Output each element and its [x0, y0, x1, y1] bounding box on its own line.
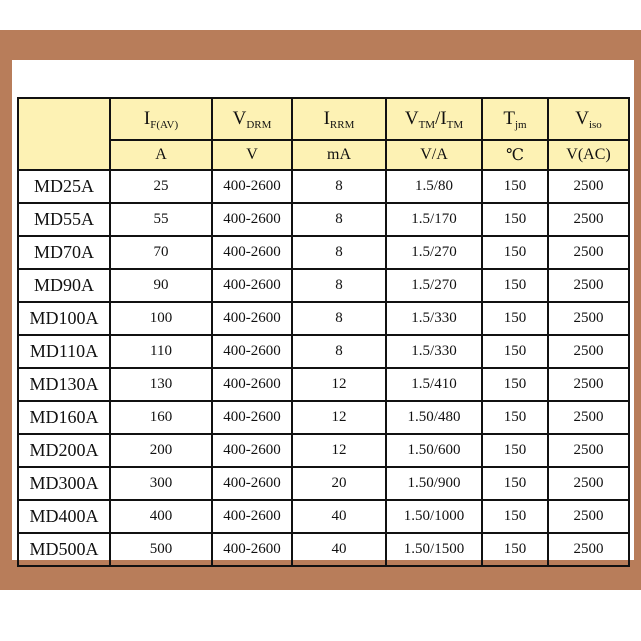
value-cell: 2500 [548, 500, 629, 533]
header-corner-cell [18, 98, 110, 170]
value-cell: 150 [482, 302, 548, 335]
table-row [18, 335, 629, 368]
value-cell: 2500 [548, 401, 629, 434]
value-cell: 400-2600 [212, 269, 292, 302]
value-cell: 1.50/480 [386, 401, 482, 434]
value-cell: 150 [482, 533, 548, 566]
value-cell: 1.5/270 [386, 236, 482, 269]
header-unit-row [18, 140, 629, 170]
header-param-viso: $V_{iso}$ [548, 98, 629, 140]
header-param-vtm-itm: $V_{TM}/I_{TM}$ [386, 98, 482, 140]
model-cell: MD300A [18, 467, 110, 500]
table-row [18, 236, 629, 269]
value-cell: 400-2600 [212, 170, 292, 203]
table-row [18, 401, 629, 434]
model-cell: MD55A [18, 203, 110, 236]
value-cell: 40 [292, 500, 386, 533]
value-cell: 90 [110, 269, 212, 302]
value-cell: 400-2600 [212, 500, 292, 533]
header-unit: A [110, 140, 212, 170]
model-cell: MD90A [18, 269, 110, 302]
value-cell: 1.50/900 [386, 467, 482, 500]
table-row [18, 269, 629, 302]
value-cell: 1.5/330 [386, 335, 482, 368]
value-cell: 300 [110, 467, 212, 500]
value-cell: 400-2600 [212, 302, 292, 335]
model-cell: MD130A [18, 368, 110, 401]
value-cell: 2500 [548, 302, 629, 335]
value-cell: 400-2600 [212, 467, 292, 500]
value-cell: 20 [292, 467, 386, 500]
value-cell: 1.5/170 [386, 203, 482, 236]
header-param-tjm: $T_{jm}$ [482, 98, 548, 140]
value-cell: 1.5/330 [386, 302, 482, 335]
model-cell: MD500A [18, 533, 110, 566]
value-cell: 2500 [548, 269, 629, 302]
value-cell: 25 [110, 170, 212, 203]
table-row [18, 203, 629, 236]
value-cell: 400-2600 [212, 434, 292, 467]
table-row [18, 170, 629, 203]
value-cell: 150 [482, 434, 548, 467]
model-cell: MD70A [18, 236, 110, 269]
table-row [18, 467, 629, 500]
model-cell: MD110A [18, 335, 110, 368]
value-cell: 8 [292, 335, 386, 368]
header-unit: V [212, 140, 292, 170]
value-cell: 150 [482, 335, 548, 368]
header-param-row [18, 98, 629, 140]
header-unit: ℃ [482, 140, 548, 170]
value-cell: 2500 [548, 434, 629, 467]
value-cell: 8 [292, 203, 386, 236]
value-cell: 150 [482, 500, 548, 533]
value-cell: 1.50/1000 [386, 500, 482, 533]
table-row [18, 368, 629, 401]
value-cell: 70 [110, 236, 212, 269]
table-row [18, 533, 629, 566]
value-cell: 200 [110, 434, 212, 467]
value-cell: 2500 [548, 170, 629, 203]
value-cell: 150 [482, 467, 548, 500]
model-cell: MD400A [18, 500, 110, 533]
value-cell: 2500 [548, 467, 629, 500]
value-cell: 400-2600 [212, 368, 292, 401]
model-cell: MD25A [18, 170, 110, 203]
header-unit: mA [292, 140, 386, 170]
value-cell: 400-2600 [212, 203, 292, 236]
value-cell: 150 [482, 401, 548, 434]
value-cell: 8 [292, 302, 386, 335]
value-cell: 8 [292, 236, 386, 269]
value-cell: 12 [292, 434, 386, 467]
value-cell: 150 [482, 170, 548, 203]
header-param-if: $I_{F(AV)}$ [110, 98, 212, 140]
value-cell: 8 [292, 170, 386, 203]
value-cell: 400 [110, 500, 212, 533]
header-param-irrm: $I_{RRM}$ [292, 98, 386, 140]
value-cell: 55 [110, 203, 212, 236]
value-cell: 2500 [548, 533, 629, 566]
value-cell: 150 [482, 236, 548, 269]
value-cell: 500 [110, 533, 212, 566]
value-cell: 1.5/270 [386, 269, 482, 302]
value-cell: 400-2600 [212, 335, 292, 368]
spec-table [17, 97, 630, 567]
value-cell: 1.5/410 [386, 368, 482, 401]
value-cell: 400-2600 [212, 533, 292, 566]
header-param-vdrm: $V_{DRM}$ [212, 98, 292, 140]
model-cell: MD100A [18, 302, 110, 335]
header-unit: V/A [386, 140, 482, 170]
value-cell: 150 [482, 368, 548, 401]
value-cell: 150 [482, 203, 548, 236]
value-cell: 2500 [548, 203, 629, 236]
value-cell: 1.5/80 [386, 170, 482, 203]
model-cell: MD160A [18, 401, 110, 434]
table-row [18, 500, 629, 533]
value-cell: 12 [292, 368, 386, 401]
value-cell: 150 [482, 269, 548, 302]
value-cell: 130 [110, 368, 212, 401]
value-cell: 1.50/1500 [386, 533, 482, 566]
value-cell: 100 [110, 302, 212, 335]
value-cell: 2500 [548, 335, 629, 368]
value-cell: 2500 [548, 368, 629, 401]
model-cell: MD200A [18, 434, 110, 467]
value-cell: 160 [110, 401, 212, 434]
table-row [18, 434, 629, 467]
value-cell: 2500 [548, 236, 629, 269]
value-cell: 110 [110, 335, 212, 368]
table-row [18, 302, 629, 335]
value-cell: 400-2600 [212, 236, 292, 269]
value-cell: 400-2600 [212, 401, 292, 434]
value-cell: 12 [292, 401, 386, 434]
header-unit: V(AC) [548, 140, 629, 170]
value-cell: 40 [292, 533, 386, 566]
value-cell: 1.50/600 [386, 434, 482, 467]
value-cell: 8 [292, 269, 386, 302]
